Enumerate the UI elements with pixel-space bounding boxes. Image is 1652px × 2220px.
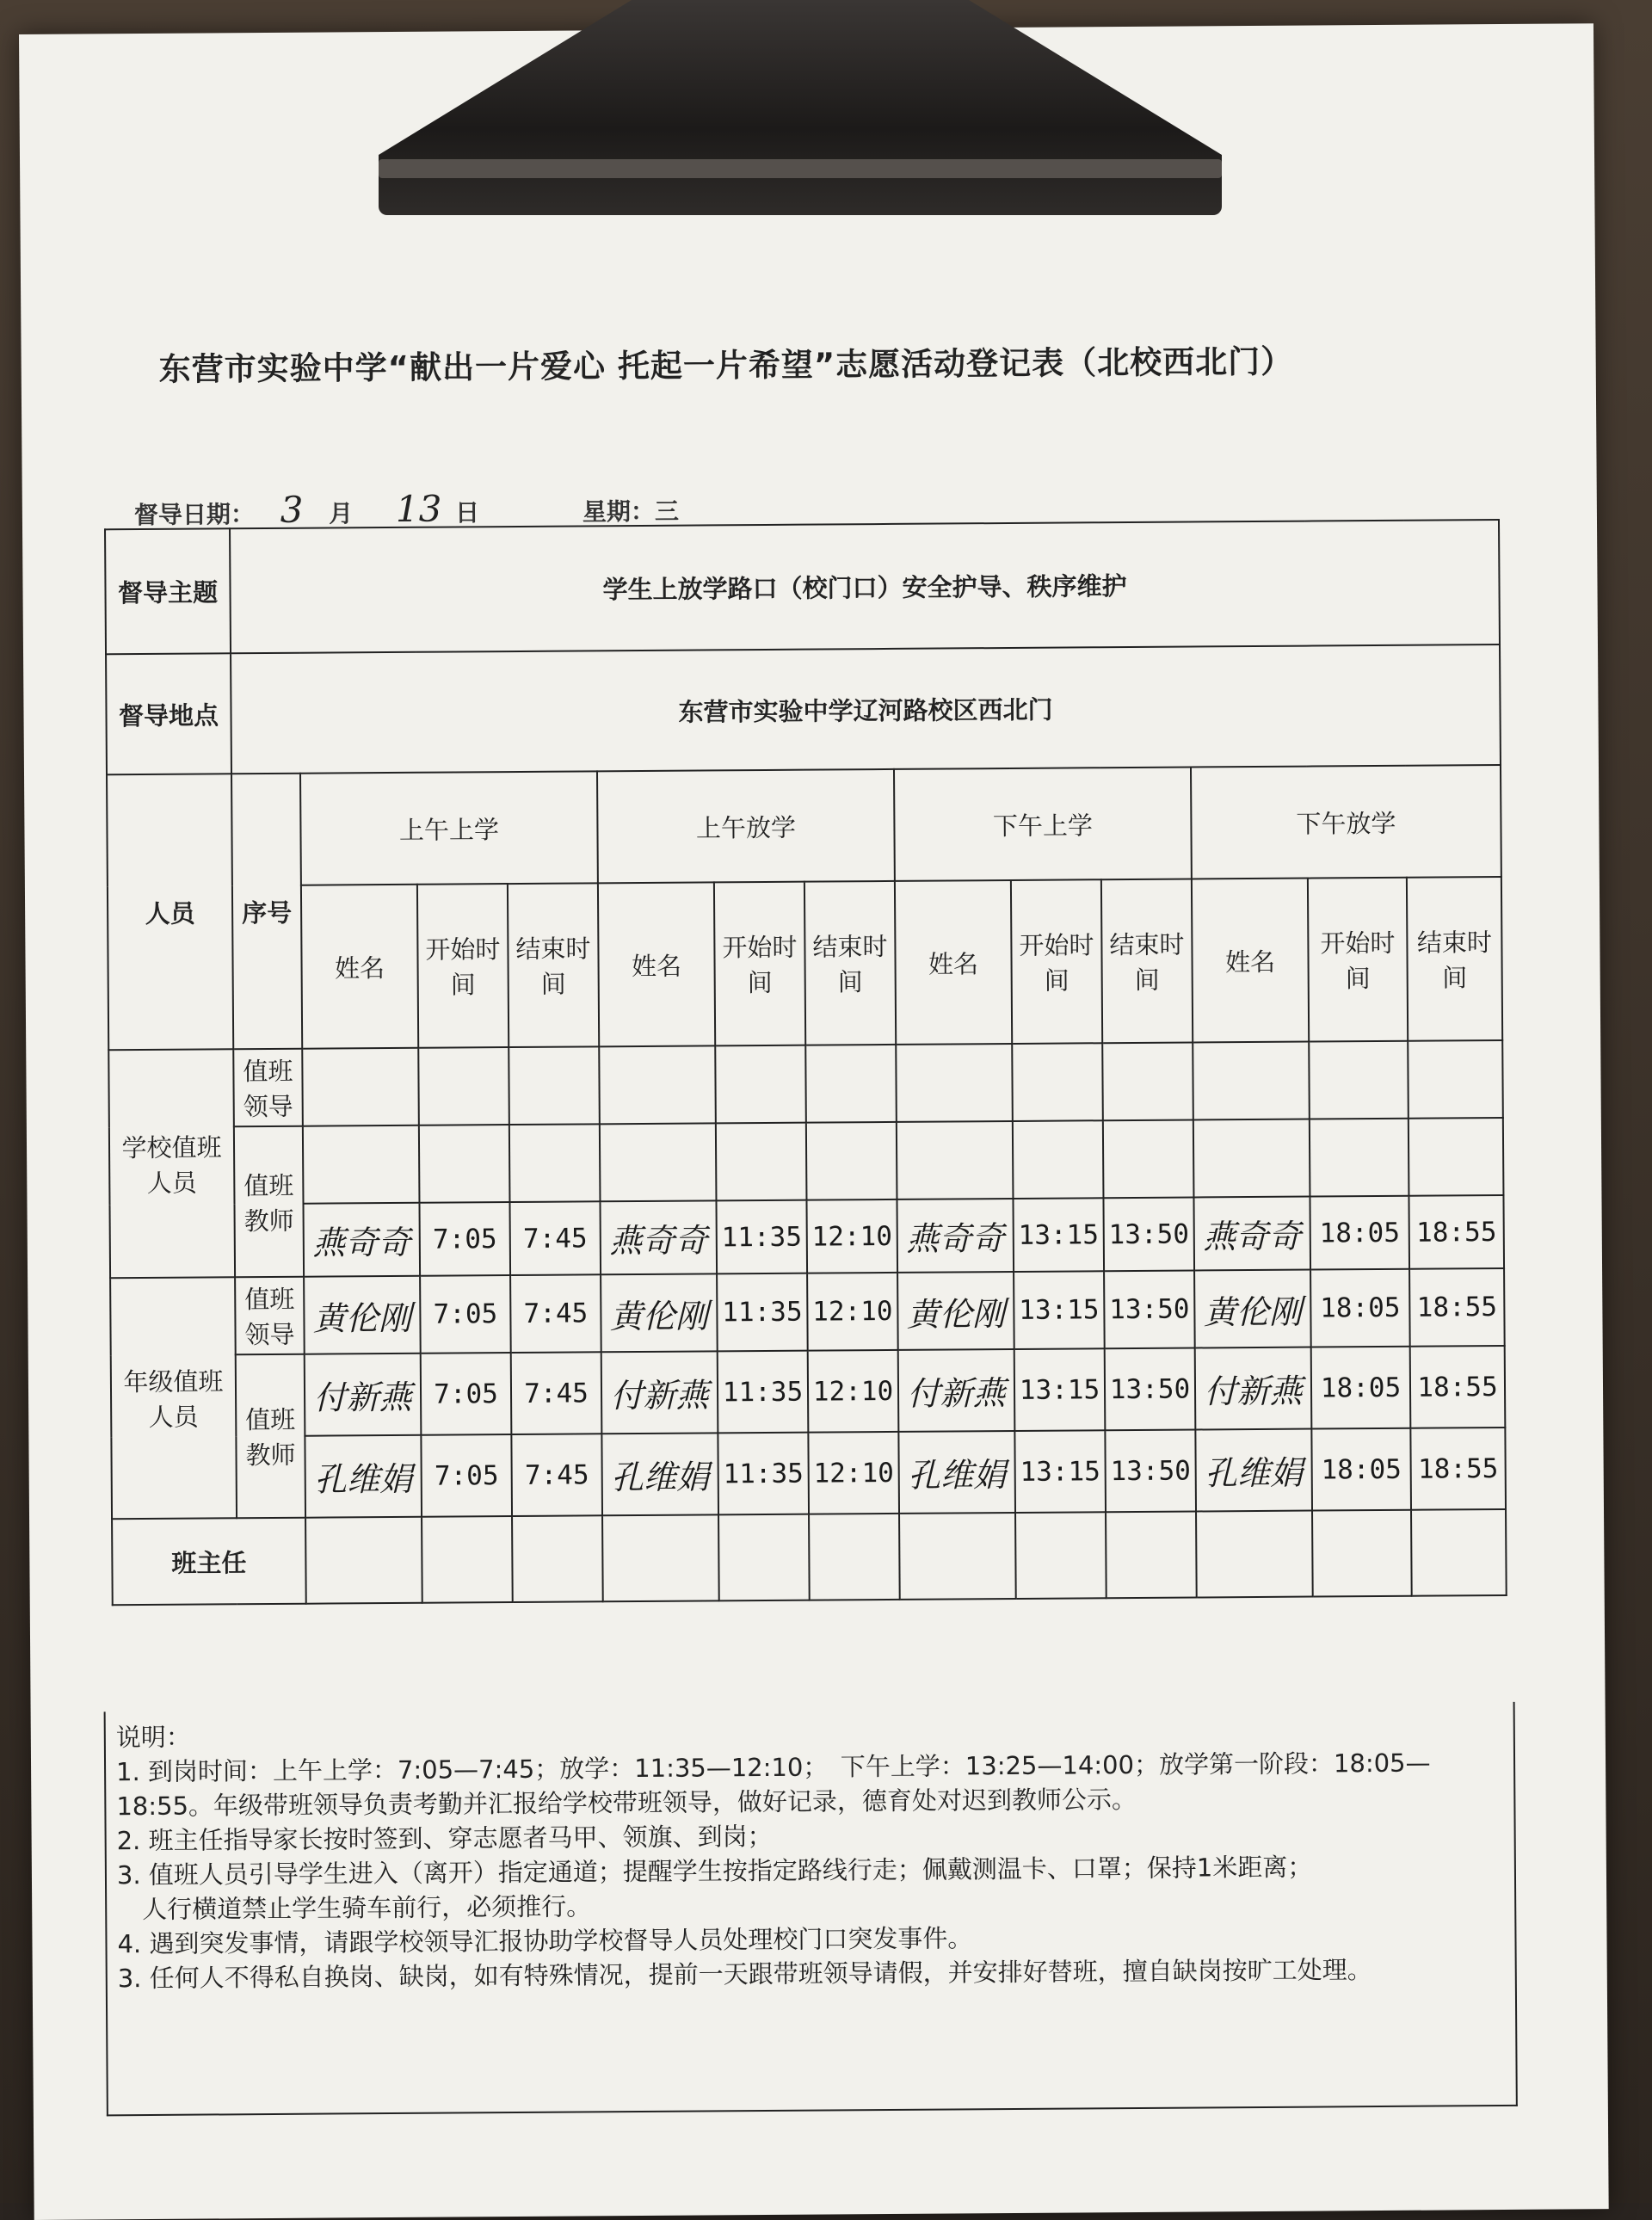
notes-heading: 说明： xyxy=(115,1722,191,1753)
notes-line: 4. 遇到突发事情，请跟学校领导汇报协助学校督导人员处理校门口突发事件。 xyxy=(117,1923,973,1959)
place-value: 东营市实验中学辽河路校区西北门 xyxy=(231,644,1501,774)
time-cell: 13:50 xyxy=(1105,1429,1196,1512)
time-cell: 18:05 xyxy=(1310,1269,1410,1347)
time-cell: 13:50 xyxy=(1105,1347,1196,1430)
signature: 付新燕 xyxy=(898,1349,1015,1432)
time-cell: 18:05 xyxy=(1310,1196,1409,1270)
time-cell: 7:05 xyxy=(421,1353,512,1435)
time-cell: 11:35 xyxy=(718,1351,809,1434)
signature: 燕奇奇 xyxy=(1193,1197,1310,1271)
col-start: 开始时间 xyxy=(1308,878,1408,1042)
duty-table xyxy=(104,519,1507,1606)
date-month: 3 xyxy=(280,488,304,531)
date-day: 13 xyxy=(395,487,442,530)
notes-line: 1. 到岗时间：上午上学：7:05—7:45；放学：11:35—12:10； 下午上学：13:25—14:00；放学第一阶段：18:05—18:55。年级带班领导负责考勤并汇报给学校带班领导，做好记录，德育处对迟到教师公示。 xyxy=(115,1748,1431,1822)
period-header: 下午上学 xyxy=(894,768,1192,881)
notes-line: 3. 任何人不得私自换岗、缺岗，如有特殊情况，提前一天跟带班领导请假，并安排好替班，擅自缺岗按旷工处理。 xyxy=(117,1955,1372,1994)
signature: 孔维娟 xyxy=(1195,1429,1312,1512)
signature: 燕奇奇 xyxy=(600,1200,717,1274)
signature: 黄伦刚 xyxy=(304,1276,421,1354)
notes-line: 2. 班主任指导家长按时签到、穿志愿者马甲、领旗、到岗； xyxy=(116,1821,773,1856)
weekday-label: 星期：三 xyxy=(582,496,680,527)
form-title: 东营市实验中学“献出一片爱心 托起一片希望”志愿活动登记表（北校西北门） xyxy=(158,342,1294,388)
personnel-label: 人员 xyxy=(107,774,233,1050)
theme-label: 督导主题 xyxy=(105,528,231,654)
signature: 燕奇奇 xyxy=(897,1199,1014,1273)
signature: 黄伦刚 xyxy=(897,1272,1014,1350)
time-cell: 18:55 xyxy=(1410,1346,1506,1428)
table-row xyxy=(110,1268,1505,1355)
col-end: 结束时间 xyxy=(1101,879,1193,1044)
col-name: 姓名 xyxy=(598,882,715,1046)
time-cell: 12:10 xyxy=(807,1273,898,1351)
table-row xyxy=(109,1195,1504,1278)
time-cell: 7:05 xyxy=(421,1434,512,1517)
col-end: 结束时间 xyxy=(508,883,599,1047)
time-cell: 13:50 xyxy=(1104,1270,1195,1348)
time-cell: 18:05 xyxy=(1311,1347,1411,1429)
col-start: 开始时间 xyxy=(417,884,509,1048)
time-cell: 7:45 xyxy=(510,1274,601,1353)
col-name: 姓名 xyxy=(301,885,418,1049)
time-cell: 13:50 xyxy=(1103,1198,1194,1272)
duty-teacher-label: 值班教师 xyxy=(236,1354,305,1519)
time-cell: 12:10 xyxy=(806,1199,897,1273)
signature: 孔维娟 xyxy=(601,1433,718,1515)
time-cell: 7:45 xyxy=(511,1434,602,1516)
grade-group-label: 年级值班人员 xyxy=(110,1277,237,1519)
time-cell: 7:05 xyxy=(419,1202,510,1276)
time-cell: 18:05 xyxy=(1311,1428,1411,1511)
time-cell: 12:10 xyxy=(808,1432,899,1514)
time-cell: 11:35 xyxy=(716,1200,807,1274)
time-cell: 18:55 xyxy=(1409,1195,1504,1269)
notes-line: 3. 值班人员引导学生进入（离开）指定通道；提醒学生按指定路线行走；佩戴测温卡、口罩；保持1米距离； xyxy=(116,1852,1313,1890)
duty-leader-label: 值班领导 xyxy=(235,1277,305,1355)
time-cell: 13:15 xyxy=(1014,1271,1105,1349)
signature: 孔维娟 xyxy=(305,1435,422,1518)
duty-teacher-label: 值班教师 xyxy=(234,1126,304,1278)
signature: 孔维娟 xyxy=(898,1431,1015,1514)
school-group-label: 学校值班人员 xyxy=(108,1049,235,1278)
time-cell: 13:15 xyxy=(1013,1198,1104,1272)
date-month-unit: 月 xyxy=(329,499,354,528)
col-end: 结束时间 xyxy=(804,881,896,1045)
date-day-unit: 日 xyxy=(454,498,480,527)
period-header: 上午放学 xyxy=(597,769,895,883)
col-start: 开始时间 xyxy=(1011,879,1102,1044)
homeroom-label: 班主任 xyxy=(112,1518,306,1606)
time-cell: 7:05 xyxy=(420,1275,511,1354)
signature: 付新燕 xyxy=(601,1351,718,1434)
time-cell: 7:45 xyxy=(509,1201,601,1275)
time-cell: 11:35 xyxy=(717,1273,808,1352)
clipboard-clip-bar xyxy=(379,159,1222,178)
time-cell: 7:45 xyxy=(511,1352,602,1434)
serial-label: 序号 xyxy=(231,774,302,1050)
duty-leader-label: 值班领导 xyxy=(233,1049,303,1127)
time-cell: 18:55 xyxy=(1409,1268,1505,1347)
time-cell: 13:15 xyxy=(1014,1348,1106,1431)
paper-sheet xyxy=(19,23,1609,2220)
signature: 付新燕 xyxy=(305,1354,422,1436)
time-cell: 13:15 xyxy=(1014,1430,1106,1513)
table-row xyxy=(111,1346,1506,1437)
time-cell: 11:35 xyxy=(718,1433,809,1515)
col-name: 姓名 xyxy=(895,880,1012,1045)
place-label: 督导地点 xyxy=(106,653,231,774)
signature: 付新燕 xyxy=(1195,1347,1312,1430)
time-cell: 18:55 xyxy=(1410,1428,1506,1510)
theme-value: 学生上放学路口（校门口）安全护导、秩序维护 xyxy=(230,520,1500,653)
time-cell: 12:10 xyxy=(808,1350,899,1433)
period-header: 上午上学 xyxy=(300,771,598,885)
date-label: 督导日期： xyxy=(133,500,256,530)
notes-section xyxy=(104,1702,1518,2116)
col-name: 姓名 xyxy=(1192,879,1309,1043)
col-start: 开始时间 xyxy=(714,882,805,1046)
signature: 黄伦刚 xyxy=(601,1273,718,1352)
table-row xyxy=(111,1428,1506,1519)
signature: 燕奇奇 xyxy=(303,1203,420,1277)
notes-line: 人行横道禁止学生骑车前行，必须推行。 xyxy=(117,1891,592,1925)
period-header: 下午放学 xyxy=(1191,765,1501,879)
col-end: 结束时间 xyxy=(1407,877,1502,1041)
signature: 黄伦刚 xyxy=(1194,1270,1311,1348)
